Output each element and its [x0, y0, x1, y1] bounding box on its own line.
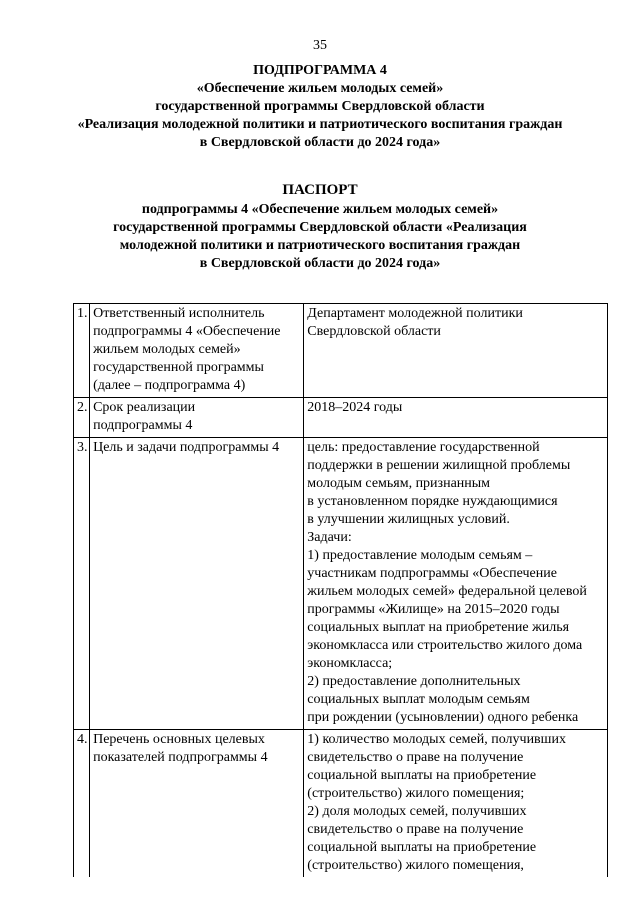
row-number: 1. — [74, 304, 90, 398]
row-label-line: Перечень основных целевых — [93, 732, 265, 747]
row-label-line: государственной программы — [93, 360, 264, 375]
row-value-line: 2018–2024 годы — [307, 400, 403, 415]
row-number: 4. — [74, 730, 90, 878]
row-label — [90, 398, 304, 438]
row-label — [90, 304, 304, 398]
row-label-line: подпрограммы 4 — [93, 418, 193, 433]
row-number: 2. — [74, 398, 90, 438]
title-line: государственной программы Свердловской области — [155, 99, 485, 114]
passport-table — [73, 303, 608, 877]
row-label-line: Ответственный исполнитель — [93, 306, 265, 321]
row-value-line: свидетельство о праве на получение — [307, 822, 524, 837]
passport-title-line: государственной программы Свердловской области «Реализация — [113, 220, 527, 235]
table-row — [74, 438, 608, 730]
row-value-line: 2) доля молодых семей, получивших — [307, 804, 527, 819]
row-value-line: социальной выплаты на приобретение — [307, 840, 537, 855]
row-value-line: участникам подпрограммы «Обеспечение — [307, 566, 557, 581]
row-value-line: свидетельство о праве на получение — [307, 750, 524, 765]
title-line: в Свердловской области до 2024 года» — [199, 135, 441, 150]
table-row — [74, 398, 608, 438]
row-label-line: показателей подпрограммы 4 — [93, 750, 268, 765]
row-label-line: Цель и задачи подпрограммы 4 — [93, 440, 280, 455]
row-label — [90, 730, 304, 878]
passport-title-line: подпрограммы 4 «Обеспечение жильем молодых семей» — [141, 202, 499, 217]
title-line: «Обеспечение жильем молодых семей» — [196, 81, 444, 96]
row-value-line: социальной выплаты на приобретение — [307, 768, 537, 783]
passport-title-line: в Свердловской области до 2024 года» — [199, 256, 441, 271]
row-value-line: в установленном порядке нуждающимися — [307, 494, 558, 509]
row-value — [304, 304, 608, 398]
table-row — [74, 730, 608, 878]
row-value-line: (строительство) жилого помещения; — [307, 786, 525, 801]
row-value-line: Департамент молодежной политики — [307, 306, 523, 321]
row-value-line: Задачи: — [307, 530, 352, 545]
row-value-line: Свердловской области — [307, 324, 441, 339]
row-value-line: в улучшении жилищных условий. — [307, 512, 510, 527]
passport-title — [0, 181, 640, 273]
row-value-line: поддержки в решении жилищной проблемы — [307, 458, 571, 473]
row-label-line: подпрограммы 4 «Обеспечение — [93, 324, 281, 339]
table-row — [74, 304, 608, 398]
title-line: ПОДПРОГРАММА 4 — [253, 63, 387, 78]
row-label-line: жильем молодых семей» — [93, 342, 241, 357]
row-value-line: молодым семьям, признанным — [307, 476, 491, 491]
row-value-line: (строительство) жилого помещения, — [307, 858, 524, 873]
row-value-line: экономкласса; — [307, 656, 393, 671]
passport-heading: ПАСПОРТ — [282, 182, 358, 198]
title-line: «Реализация молодежной политики и патриотического воспитания граждан — [77, 117, 563, 132]
row-value-line: 1) предоставление молодым семьям – — [307, 548, 533, 563]
row-value-line: цель: предоставление государственной — [307, 440, 540, 455]
subprogram-title — [0, 62, 640, 152]
row-label-line: (далее – подпрограмма 4) — [93, 378, 246, 393]
row-value-line: программы «Жилище» на 2015–2020 годы — [307, 602, 560, 617]
row-value — [304, 730, 608, 878]
row-value-line: 2) предоставление дополнительных — [307, 674, 521, 689]
passport-title-line: молодежной политики и патриотического воспитания граждан — [119, 238, 521, 253]
row-value-line: жильем молодых семей» федеральной целевой — [307, 584, 587, 599]
row-value-line: 1) количество молодых семей, получивших — [307, 732, 566, 747]
row-value — [304, 398, 608, 438]
row-number: 3. — [74, 438, 90, 730]
row-value-line: экономкласса или строительство жилого дома — [307, 638, 583, 653]
row-value — [304, 438, 608, 730]
row-value-line: социальных выплат молодым семьям — [307, 692, 530, 707]
row-label-line: Срок реализации — [93, 400, 196, 415]
row-value-line: при рождении (усыновлении) одного ребенка — [307, 710, 579, 725]
row-label — [90, 438, 304, 730]
row-value-line: социальных выплат на приобретение жилья — [307, 620, 570, 635]
page-number: 35 — [313, 38, 327, 53]
